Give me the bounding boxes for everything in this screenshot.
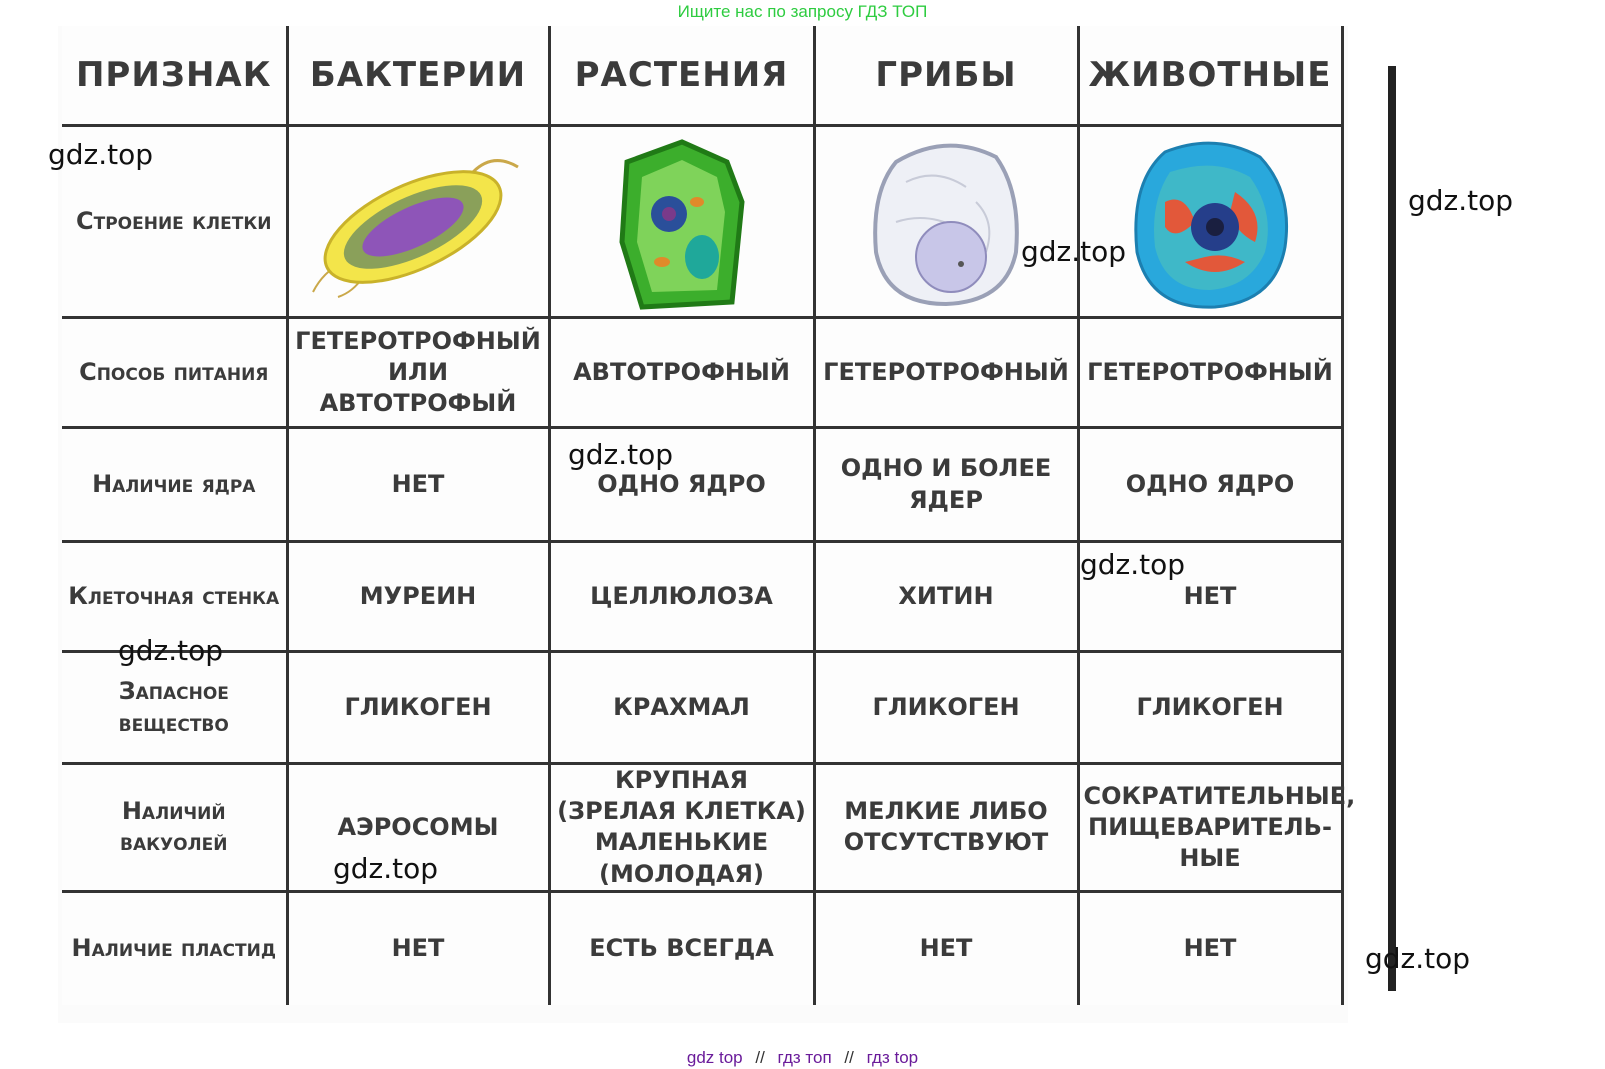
row-label-cell-wall: Клеточная стенка	[62, 542, 287, 652]
plant-cell-icon	[607, 132, 757, 312]
table-cell: ХИТИН	[814, 542, 1078, 652]
table-cell: ЕСТЬ ВСЕГДА	[549, 891, 814, 1005]
table-cell: ГЕТЕРОТРОФНЫЙ	[814, 318, 1078, 428]
watermark: gdz.top	[1021, 235, 1127, 268]
table-cell: ОДНО ЯДРО	[1078, 428, 1342, 542]
watermark: gdz.top	[568, 438, 674, 471]
table-cell: МЕЛКИЕ ЛИБО ОТСУТСТВУЮТ	[814, 764, 1078, 892]
table-cell: КРУПНАЯ (ЗРЕЛАЯ КЛЕТКА) МАЛЕНЬКИЕ (МОЛОДАЯ)	[549, 764, 814, 892]
row-label-nucleus: Наличие ядра	[62, 428, 287, 542]
table-row	[62, 764, 1342, 892]
bottom-banner-separator: //	[755, 1048, 765, 1067]
watermark: gdz.top	[1365, 942, 1471, 975]
watermark: gdz.top	[48, 138, 154, 171]
table-cell: ГЕТЕРОТРОФНЫЙ	[1078, 318, 1342, 428]
table-row	[62, 318, 1342, 428]
table-cell: ГЕТЕРОТРОФНЫЙ ИЛИ АВТОТРОФЫЙ	[287, 318, 549, 428]
row-label-plastids: Наличие пластид	[62, 891, 287, 1005]
cell-bacteria-image	[287, 126, 549, 318]
row-label-vacuoles: Наличий вакуолей	[62, 764, 287, 892]
bottom-banner-item: гдз топ	[777, 1048, 832, 1067]
watermark: gdz.top	[1080, 548, 1186, 581]
table-cell: НЕТ	[814, 891, 1078, 1005]
header-animals: ЖИВОТНЫЕ	[1078, 26, 1342, 126]
top-banner: Ищите нас по запросу ГДЗ ТОП	[677, 2, 928, 21]
table-cell: НЕТ	[1078, 542, 1342, 652]
table-cell: АЭРОСОМЫ	[287, 764, 549, 892]
kingdom-comparison-table	[62, 26, 1356, 1005]
table-cell: ЦЕЛЛЮЛОЗА	[549, 542, 814, 652]
header-plants: РАСТЕНИЯ	[549, 26, 814, 126]
table-row	[62, 652, 1342, 764]
table-cell: ГЛИКОГЕН	[814, 652, 1078, 764]
comparison-table-container	[58, 26, 1356, 1023]
table-row	[62, 126, 1342, 318]
watermark: gdz.top	[1408, 184, 1514, 217]
fungus-cell-icon	[866, 132, 1026, 312]
table-cell: ОДНО И БОЛЕЕ ЯДЕР	[814, 428, 1078, 542]
table-cell: КРАХМАЛ	[549, 652, 814, 764]
header-trait: ПРИЗНАК	[62, 26, 287, 126]
table-row	[62, 428, 1342, 542]
table-cell: НЕТ	[287, 428, 549, 542]
header-bacteria: БАКТЕРИИ	[287, 26, 549, 126]
bottom-banner	[0, 1048, 1605, 1068]
row-label-cell-structure: Строение клетки	[62, 126, 287, 318]
table-cell: НЕТ	[1078, 891, 1342, 1005]
table-cell: ГЛИКОГЕН	[1078, 652, 1342, 764]
table-header-row	[62, 26, 1342, 126]
table-cell: ГЛИКОГЕН	[287, 652, 549, 764]
row-label-nutrition: Способ питания	[62, 318, 287, 428]
row-label-storage: Запасное вещество	[62, 652, 287, 764]
animal-cell-icon	[1125, 132, 1295, 312]
header-fungi: ГРИБЫ	[814, 26, 1078, 126]
table-cell: АВТОТРОФНЫЙ	[549, 318, 814, 428]
table-cell: СОКРАТИТЕЛЬНЫЕ, ПИЩЕВАРИТЕЛЬ-НЫЕ	[1078, 764, 1342, 892]
table-cell: НЕТ	[287, 891, 549, 1005]
cell-animal-image	[1078, 126, 1342, 318]
cell-fungus-image	[814, 126, 1078, 318]
table-right-border	[1388, 66, 1396, 991]
bottom-banner-separator: //	[844, 1048, 854, 1067]
watermark: gdz.top	[333, 852, 439, 885]
table-row	[62, 891, 1342, 1005]
cell-plant-image	[549, 126, 814, 318]
watermark: gdz.top	[118, 634, 224, 667]
bacterium-cell-icon	[303, 142, 533, 302]
table-cell: ОДНО ЯДРО	[549, 428, 814, 542]
bottom-banner-item: гдз top	[866, 1048, 919, 1067]
bottom-banner-item: gdz top	[686, 1048, 743, 1067]
table-cell: МУРЕИН	[287, 542, 549, 652]
